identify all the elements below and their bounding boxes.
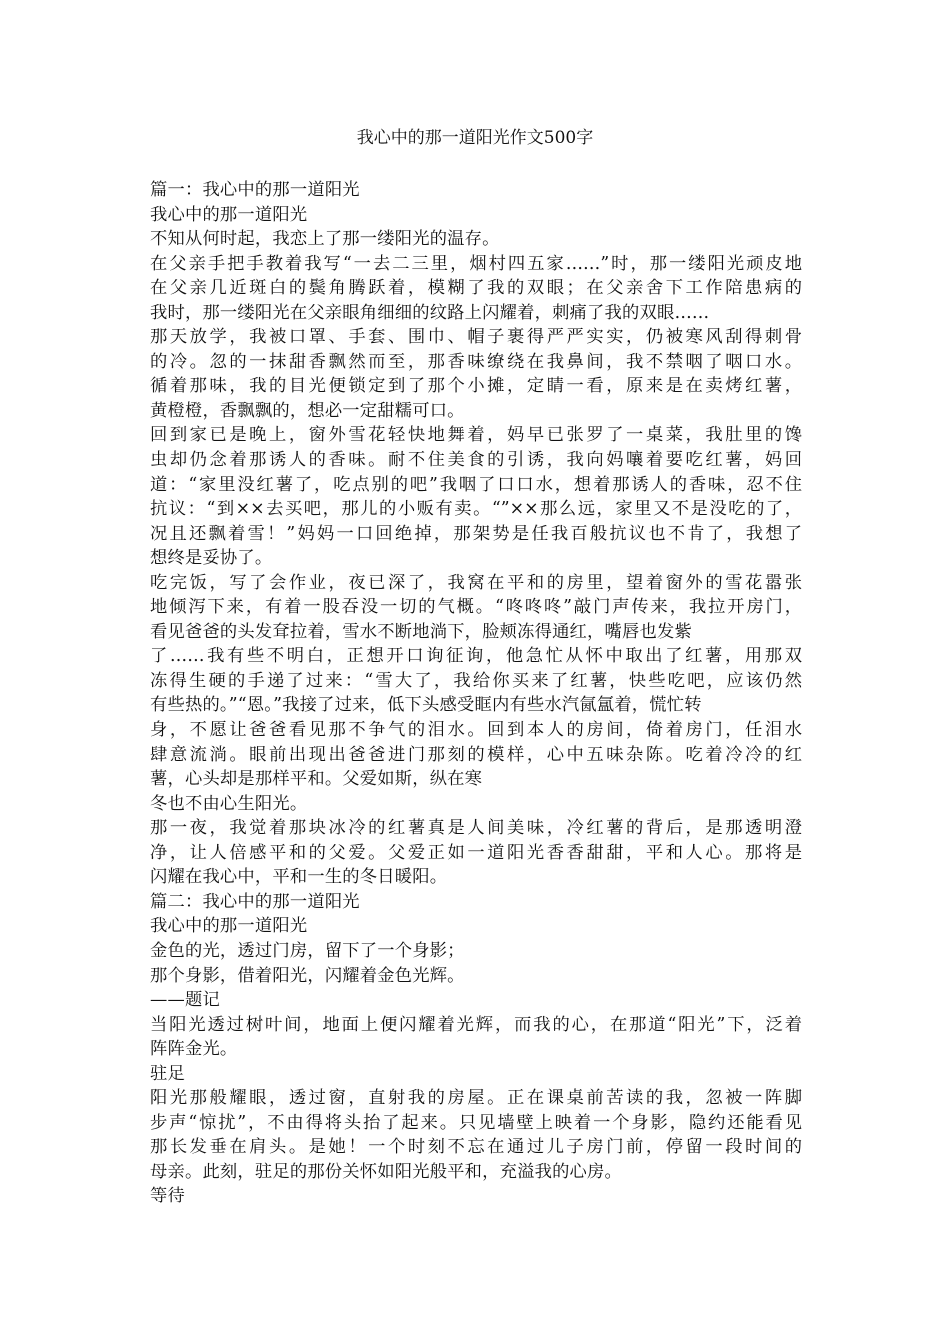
text-line: 回到家已是晚上，窗外雪花轻快地舞着，妈早已张罗了一桌菜，我肚里的馋 — [150, 425, 802, 446]
text-line: 那一夜，我觉着那块冰冷的红薯真是人间美味，冷红薯的背后，是那透明澄 — [150, 818, 802, 839]
text-line: 冻得生硬的手递了过来：“雪大了，我给你买来了红薯，快些吃吧，应该仍然 — [150, 670, 802, 691]
text-line: 在父亲手把手教着我写“一去二三里，烟村四五家……”时，那一缕阳光顽皮地 — [150, 253, 802, 274]
text-line: ——题记 — [150, 990, 220, 1011]
text-line: 我心中的那一道阳光 — [150, 916, 308, 937]
text-line: 身，不愿让爸爸看见那不争气的泪水。回到本人的房间，倚着房门，任泪水 — [150, 720, 802, 741]
text-line: 我时，那一缕阳光在父亲眼角细细的纹路上闪耀着，刺痛了我的双眼…… — [150, 302, 710, 323]
text-line: 薯，心头却是那样平和。父爱如斯，纵在寒 — [150, 769, 483, 790]
text-line: 在父亲几近斑白的鬓角腾跃着，模糊了我的双眼；在父亲舍下工作陪患病的 — [150, 278, 802, 299]
text-line: 地倾泻下来，有着一股吞没一切的气概。“咚咚咚”敲门声传来，我拉开房门， — [150, 597, 802, 618]
text-line: 肆意流淌。眼前出现出爸爸进门那刻的模样，心中五味杂陈。吃着冷冷的红 — [150, 744, 802, 765]
text-line: 等待 — [150, 1186, 185, 1207]
text-line: 篇二：我心中的那一道阳光 — [150, 891, 360, 912]
text-line: 净，让人倍感平和的父爱。父爱正如一道阳光香香甜甜，平和人心。那将是 — [150, 842, 802, 863]
text-line: 不知从何时起，我恋上了那一缕阳光的温存。 — [150, 229, 500, 250]
text-line: 抗议：“到××去买吧，那儿的小贩有卖。“”××那么远，家里又不是没吃的了， — [150, 499, 802, 520]
text-line: 步声“惊扰”，不由得将头抬了起来。只见墙壁上映着一个身影，隐约还能看见 — [150, 1112, 802, 1133]
text-line: 金色的光，透过门房，留下了一个身影； — [150, 940, 465, 961]
text-line: 当阳光透过树叶间，地面上便闪耀着光辉，而我的心，在那道“阳光”下，泛着 — [150, 1014, 802, 1035]
text-line: 虫却仍念着那诱人的香味。耐不住美食的引诱，我向妈嚷着要吃红薯，妈回 — [150, 450, 802, 471]
document-title: 我心中的那一道阳光作文500字 — [356, 128, 594, 148]
text-line: 篇一：我心中的那一道阳光 — [150, 180, 360, 200]
text-line: 阵阵金光。 — [150, 1039, 238, 1060]
text-line: 冬也不由心生阳光。 — [150, 793, 308, 814]
text-line: 了……我有些不明白，正想开口询征询，他急忙从怀中取出了红薯，用那双 — [150, 646, 802, 667]
text-line: 有些热的。”“恩。”我接了过来，低下头感受眶内有些水汽氤氲着，慌忙转 — [150, 695, 702, 716]
text-line: 想终是妥协了。 — [150, 548, 273, 569]
text-line: 吃完饭，写了会作业，夜已深了，我窝在平和的房里，望着窗外的雪花嚣张 — [150, 572, 802, 593]
text-line: 看见爸爸的头发耷拉着，雪水不断地淌下，脸颊冻得通红，嘴唇也发紫 — [150, 621, 692, 642]
text-line: 阳光那般耀眼，透过窗，直射我的房屋。正在课桌前苦读的我，忽被一阵脚 — [150, 1088, 802, 1109]
text-line: 那天放学，我被口罩、手套、围巾、帽子裹得严严实实，仍被寒风刮得刺骨 — [150, 327, 802, 348]
text-line: 的冷。忽的一抹甜香飘然而至，那香味缭绕在我鼻间，我不禁咽了咽口水。 — [150, 351, 802, 372]
text-line: 母亲。此刻，驻足的那份关怀如阳光般平和，充溢我的心房。 — [150, 1161, 622, 1182]
document-body — [150, 178, 802, 1209]
text-line: 循着那味，我的目光便锁定到了那个小摊，定睛一看，原来是在卖烤红薯， — [150, 376, 802, 397]
text-line: 况且还飘着雪！”妈妈一口回绝掉，那架势是任我百般抗议也不肯了，我想了 — [150, 523, 802, 544]
text-line: 我心中的那一道阳光 — [150, 204, 308, 225]
text-line: 道：“家里没红薯了，吃点别的吧”我咽了口口水，想着那诱人的香味，忍不住 — [150, 474, 802, 495]
text-line: 驻足 — [150, 1063, 185, 1084]
text-line: 闪耀在我心中，平和一生的冬日暖阳。 — [150, 867, 448, 888]
text-line: 黄橙橙，香飘飘的，想必一定甜糯可口。 — [150, 400, 465, 421]
text-line: 那个身影，借着阳光，闪耀着金色光辉。 — [150, 965, 465, 986]
text-line: 那长发垂在肩头。是她！一个时刻不忘在通过儿子房门前，停留一段时间的 — [150, 1137, 802, 1158]
